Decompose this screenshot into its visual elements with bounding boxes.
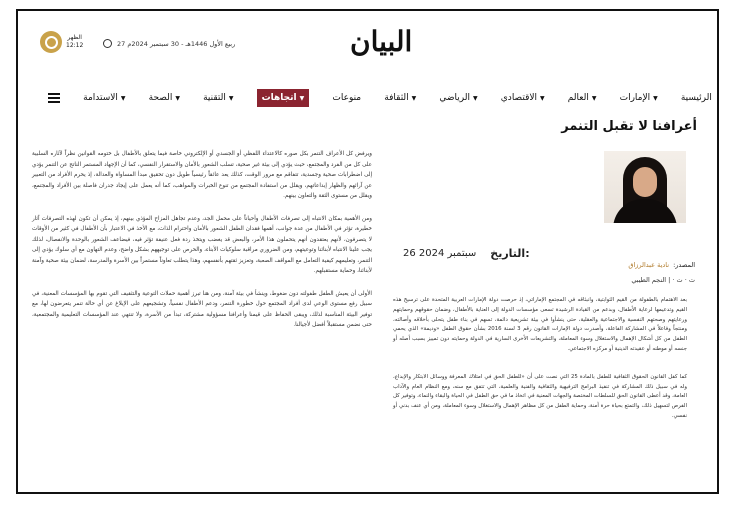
nav-item-trends[interactable] xyxy=(257,89,310,107)
date-label: التاريخ: xyxy=(490,247,530,260)
main-nav xyxy=(48,87,712,109)
caret-down-icon: ▼ xyxy=(653,94,658,102)
caret-down-icon: ▼ xyxy=(591,94,597,102)
date-text: 27 ربيع الأول 1446هـ - 30 سبتمبر 2024م xyxy=(117,39,236,48)
nav-label: الرئيسية xyxy=(680,93,712,103)
nav-item-world[interactable] xyxy=(568,93,597,103)
nav-item-tech[interactable] xyxy=(203,93,233,103)
paragraph: ومن الأهمية بمكان الانتباه إلى تصرفات الأطفال وأحياناً على محمل الجد، وعدم تجاهل المزاح المؤذي بينهم، إذ يمكن أن تكون لهذه التصرفات آثار خطيرة، تؤثر في الأطفال من عدة جوانب، أهمها فقدان الطفل الشعور بالأمان واحترام الذات، مع الأخذ في الاعتبار بأن الأطفال في كثير من الأوقات لا يتصرفون، لأنهم يعتقدون أنهم يتحملون هذا الأمر، والبعض قد يغضب ويتخذ ردة فعل عنيفة تؤثر فيه، فيضاعف الشعور بالوحدة والانفصال، لذلك يجب علينا الانتباه لأبنائنا وتوعيتهم، ومن الضروري مراقبة سلوكيات الأبناء، والحرص على توجيههم بشكل واضح، وعدم التهاون مع أي سلوك يؤدي إلى التنمر، وتعليمهم كيفية التعامل مع المواقف الصعبة، وتعزيز ثقتهم بأنفسهم، وهذا يتطلب تعاوناً مستمراً بين الأسرة والمدرسة، لضمان بيئة صحية وآمنة لأبنائنا، وحماية مستقبلهم. xyxy=(32,215,372,274)
caret-down-icon: ▼ xyxy=(175,94,180,102)
date-value: 26 سبتمبر 2024 xyxy=(403,248,477,259)
nav-item-sports[interactable] xyxy=(439,93,477,103)
source-subline: ت · ت · | النجم الطيبي xyxy=(631,276,695,284)
source-label: المصدر: xyxy=(673,261,695,269)
header-date xyxy=(103,39,235,48)
weather-label: الظهر xyxy=(67,34,82,41)
article-title: أعرافنا لا تقبل التنمر xyxy=(561,119,697,134)
nav-label: العالم xyxy=(567,93,589,103)
article-date xyxy=(403,247,530,260)
paragraph: كما كفل القانون الحقوق الثقافية للطفل بالمادة 25 التي نصت على أن «للطفل الحق في امتلاك المعرفة ووسائل الابتكار والإبداع، وله في سبيل ذلك المشاركة في تنفيذ البرامج الترفيهية والثقافية والفنية والعلمية، التي تتفق مع سنه، ومع النظام العام والآداب العامة، وقد أعطى القانون الحق للسلطات المختصة والجهات المعنية في اتخاذ ما في حق الطفل في الحياة والبقاء والنماء، وتوفير كل الفرص لتسهيل ذلك، والتمتع بحياة حرة آمنة، وحماية الطفل من كل مظاهر الإهمال والاستغلال وسوء المعاملة، ومن أي عنف بدني أو نفسي. xyxy=(393,373,688,419)
nav-item-health[interactable] xyxy=(149,93,180,103)
caret-down-icon: ▼ xyxy=(411,94,417,102)
nav-item-sustainability[interactable] xyxy=(83,93,125,103)
nav-label: الاقتصادي xyxy=(500,93,538,103)
nav-label: الإمارات xyxy=(619,93,651,103)
menu-icon[interactable] xyxy=(48,93,60,103)
clock-icon xyxy=(103,39,112,48)
caret-down-icon: ▼ xyxy=(540,94,545,102)
weather-widget[interactable] xyxy=(40,31,83,53)
nav-label: منوعات xyxy=(332,93,362,103)
sun-icon xyxy=(40,31,62,53)
nav-item-emirates[interactable] xyxy=(620,93,658,103)
article-source xyxy=(628,261,695,269)
nav-label: الاستدامة xyxy=(83,93,118,103)
article-body-left xyxy=(32,149,372,343)
caret-down-icon: ▼ xyxy=(120,94,126,102)
caret-down-icon: ▼ xyxy=(473,94,478,102)
caret-down-icon: ▼ xyxy=(299,94,305,102)
nav-label: الرياضي xyxy=(439,93,471,103)
nav-label: التقنية xyxy=(203,93,226,103)
author-photo xyxy=(604,151,686,223)
nav-item-economy[interactable] xyxy=(501,93,545,103)
weather-time: 12:12 xyxy=(66,42,84,49)
source-name[interactable]: نادية عبدالرزاق xyxy=(628,261,670,269)
nav-label: الثقافة xyxy=(384,93,409,103)
nav-label: الصحة xyxy=(148,93,173,103)
nav-item-culture[interactable] xyxy=(384,93,416,103)
site-logo[interactable]: البيان xyxy=(350,25,413,58)
caret-down-icon: ▼ xyxy=(228,94,234,102)
article-body-right xyxy=(393,296,687,440)
paragraph: بعد الاهتمام بالطفولة من القيم الثوابتية، وانبثاقه في المجتمع الإماراتي، إذ حرصت دولة الإمارات العربية المتحدة على ترسيخ هذه القيم وتدعيمها لرعاية الأطفال، وبدعم من القيادة الرشيدة تسعى مؤسسات الدولة إلى العناية بالأطفال، وضمان حقوقهم وحمايتهم ورعايتهم وصحتهم النفسية والاجتماعية والعقلية، حتى ينشأوا في بيئة تشريعية دائمة، تسهم في بناء طفل يتحلى بأخلاقه وأصالته، ومنتجاً وفاعلاً في المشاركة الفاعلة، وأصدرت دولة الإمارات القانون رقم 3 لسنة 2016 بشأن حقوق الطفل «وديمة» الذي يحمي الطفل من كل أشكال الإهمال والاستغلال وسوء المعاملة، والتشريعات الأخرى السارية في الدولة وحمايته دون تمييز بسبب أصله أو جنسه أو موطنه أو عقيدته الدينية أو مركزه الاجتماعي. xyxy=(393,297,687,352)
paragraph: الأولى أن يعيش الطفل طفولته دون ضغوط، وينشأ في بيئة آمنة، ومن هنا تبرز أهمية حملات التوعية والتثقيف التي تقوم بها المؤسسات المعنية، في سبيل رفع مستوى الوعي لدى أفراد المجتمع حول خطورة التنمر، ودعم الأطفال نفسياً، وتشجيعهم على الإبلاغ عن أي حالة تنمر يتعرضون لها، مع توفير البيئة المناسبة لذلك، ويبقى الحفاظ على قيمنا وأعرافنا مسؤولية مشتركة، تبدأ من الأسرة، ولا تنتهي عند المؤسسات التعليمية والمجتمعية، حتى نضمن مستقبلاً أفضل لأجيالنا. xyxy=(32,290,372,328)
page-frame xyxy=(16,9,719,494)
nav-label: اتجاهات xyxy=(261,93,297,103)
nav-item-home[interactable] xyxy=(681,93,712,103)
nav-item-misc[interactable] xyxy=(332,93,361,103)
paragraph: ويرفض كل الأعراف التنمر بكل صوره كالاعتداء اللفظي أو الجسدي أو الإلكتروني خاصة فيما يتعلق بالأطفال بل ختومه القوانين نظراً لآثاره السلبية على كل من الفرد والمجتمع، حيث يؤدي إلى بيئة غير صحية، تسلب الشعور بالأمان والاستقرار النفسي، كما أن الإجهاد المستمر الناتج عن التنمر يؤدي إلى اضطرابات صحية وجسدية، تتفاقم مع مرور الوقت، كذلك يعد عائقاً رئيسياً طويل دون تحقيق مبدأ المساواة والعدالة، إذ يحرم الأفراد من التعبير عن آرائهم والظهار إبداعاتهم، ويقلل من استفادة المجتمع من تنوع الخبرات والمواهب، كما أنه يعمل على إيجاد جدران فاصلة بين الأفراد والمجتمع، ويقلل من مستوى الثقة والتعاون بينهم. xyxy=(32,151,372,199)
